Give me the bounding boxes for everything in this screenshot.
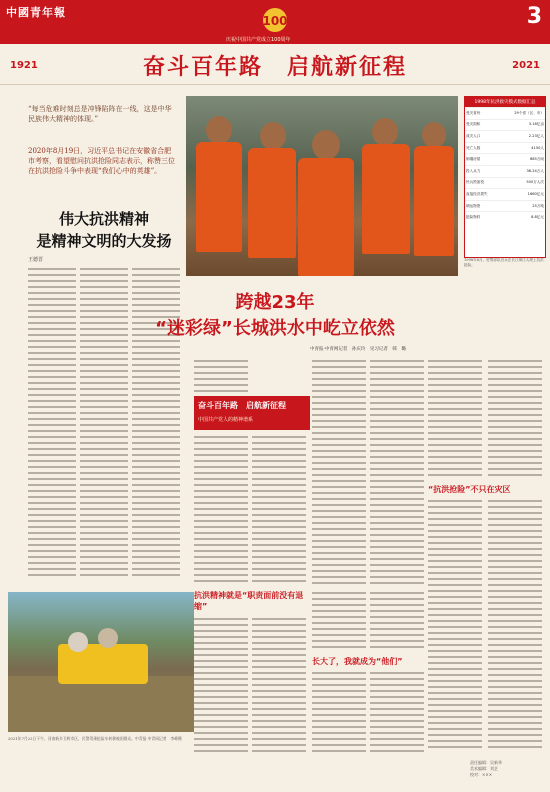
flood-rescue-photo	[8, 592, 194, 732]
table-cell-label: 调运物资	[466, 203, 481, 208]
subhead-3: “抗洪抢险”不只在灾区	[428, 485, 511, 494]
feature-body-col6b	[488, 498, 542, 752]
subhead-1: 抗洪精神就是“职责面前没有退缩”	[194, 591, 304, 611]
feature-body-col1a	[194, 358, 248, 394]
table-cell-label: 死亡人数	[466, 145, 481, 150]
masthead-slogan: 庆祝中国共产党成立100周年	[226, 37, 291, 43]
table-cell-value: 3.18亿亩	[528, 122, 544, 127]
photo-caption: 1998年8月，驻鄂部队官兵在长江荆江大堤上抗洪抢险。	[464, 258, 544, 267]
table-cell-label: 受灾省份	[466, 110, 481, 115]
year-end: 2021	[512, 60, 540, 71]
table-cell-value: 2.23亿人	[528, 133, 544, 138]
table-cell-label: 成灾人口	[466, 133, 481, 138]
table-cell-value: 685万间	[529, 157, 544, 162]
subhead-2: 长大了，我就成为“他们”	[312, 657, 403, 666]
credit-art-editor: 美术编辑：刘艺	[470, 766, 498, 771]
table-row	[465, 211, 545, 223]
feature-body-col12	[370, 670, 424, 756]
table-cell-value: 500万人次	[526, 180, 544, 185]
lede-paragraph: 2020年8月19日，习近平总书记在安徽省合肥市考察，看望慰问抗洪抢险同志表示，称赞三位在抗洪抢险斗争中表现“我们心中的英雄”。	[28, 147, 175, 175]
table-cell-value: 25万吨	[532, 203, 544, 208]
section-title: 奋斗百年路 启航新征程	[142, 55, 407, 80]
table-cell-label: 投入兵力	[466, 168, 481, 173]
commentary-title	[26, 208, 182, 252]
table-row	[465, 153, 545, 165]
flood-photo-caption: 2021年7月22日下午，河南新乡卫辉市区，民警驾乘抢险车转移被困群众。中青报·中青网记者 李峥摄	[8, 736, 182, 741]
table-row	[465, 142, 545, 154]
table-cell-value: 1660亿元	[527, 191, 544, 196]
soldiers-photo	[186, 96, 458, 276]
feature-body-col3	[312, 358, 366, 584]
table-cell-label: 受灾面积	[466, 122, 481, 127]
table-cell-value: 29个省（区、市）	[514, 110, 544, 115]
masthead	[0, 0, 550, 44]
table-cell-label: 抢险物料	[466, 215, 481, 220]
table-cell-value: 36.24万人	[526, 168, 544, 173]
page-number: 3	[526, 4, 542, 29]
newspaper-logo: 中國青年報	[6, 6, 66, 19]
credit-proofreader: 校对：×××	[470, 772, 493, 777]
feature-body-col1b	[194, 434, 248, 584]
commentary-title-line2: 是精神文明的大发扬	[36, 232, 172, 250]
pull-quote: “每当危难时刻总是冲锋陷阵在一线，这是中华民族伟大精神的体现。”	[28, 105, 172, 123]
table-row	[465, 188, 545, 200]
feature-headline-line1: 跨越23年	[235, 292, 315, 313]
centenary-emblem-icon	[248, 6, 302, 36]
table-cell-label: 直接经济损失	[466, 191, 488, 196]
feature-byline: 中青报·中青网记者 孙庆玲 见习记者 韩 璐	[310, 347, 406, 352]
feature-body-col5a	[428, 358, 482, 478]
table-row	[465, 107, 545, 119]
table-row	[465, 200, 545, 212]
feature-body-col2	[252, 434, 306, 584]
svg-text:100: 100	[262, 14, 288, 28]
table-cell-label: 民兵预备役	[466, 180, 484, 185]
table-title: 1998年抗洪救灾模式数据汇总	[465, 97, 545, 107]
feature-body-col5b	[428, 498, 482, 752]
badge-subtitle: 中国共产党人的精神谱系	[198, 417, 254, 423]
feature-body-col6a	[488, 358, 542, 478]
table-row	[465, 130, 545, 142]
table-cell-value: 4150人	[531, 145, 544, 150]
table-cell-value: 8.8亿元	[531, 215, 544, 220]
feature-body-col11	[312, 670, 366, 756]
badge-title: 奋斗百年路 启航新征程	[198, 401, 286, 410]
series-badge	[194, 396, 310, 430]
table-row	[465, 165, 545, 177]
table-row	[465, 177, 545, 189]
section-banner	[0, 44, 550, 85]
feature-body-col8	[252, 616, 306, 756]
commentary-title-line1: 伟大抗洪精神	[58, 210, 149, 228]
flood-data-table	[464, 96, 546, 258]
credit-editor: 责任编辑：吴新华	[470, 760, 502, 765]
year-start: 1921	[10, 60, 38, 71]
feature-body-col4	[370, 358, 424, 584]
feature-body-col9	[312, 590, 366, 650]
editor-credits	[470, 760, 546, 778]
commentary-byline: 王德晋	[28, 257, 44, 263]
feature-body-col7	[194, 616, 248, 756]
feature-body-col10	[370, 590, 424, 650]
feature-headline-line2: “迷彩绿”长城洪水中屹立依然	[155, 318, 395, 339]
table-cell-label: 倒塌房屋	[466, 157, 481, 162]
table-row	[465, 119, 545, 131]
